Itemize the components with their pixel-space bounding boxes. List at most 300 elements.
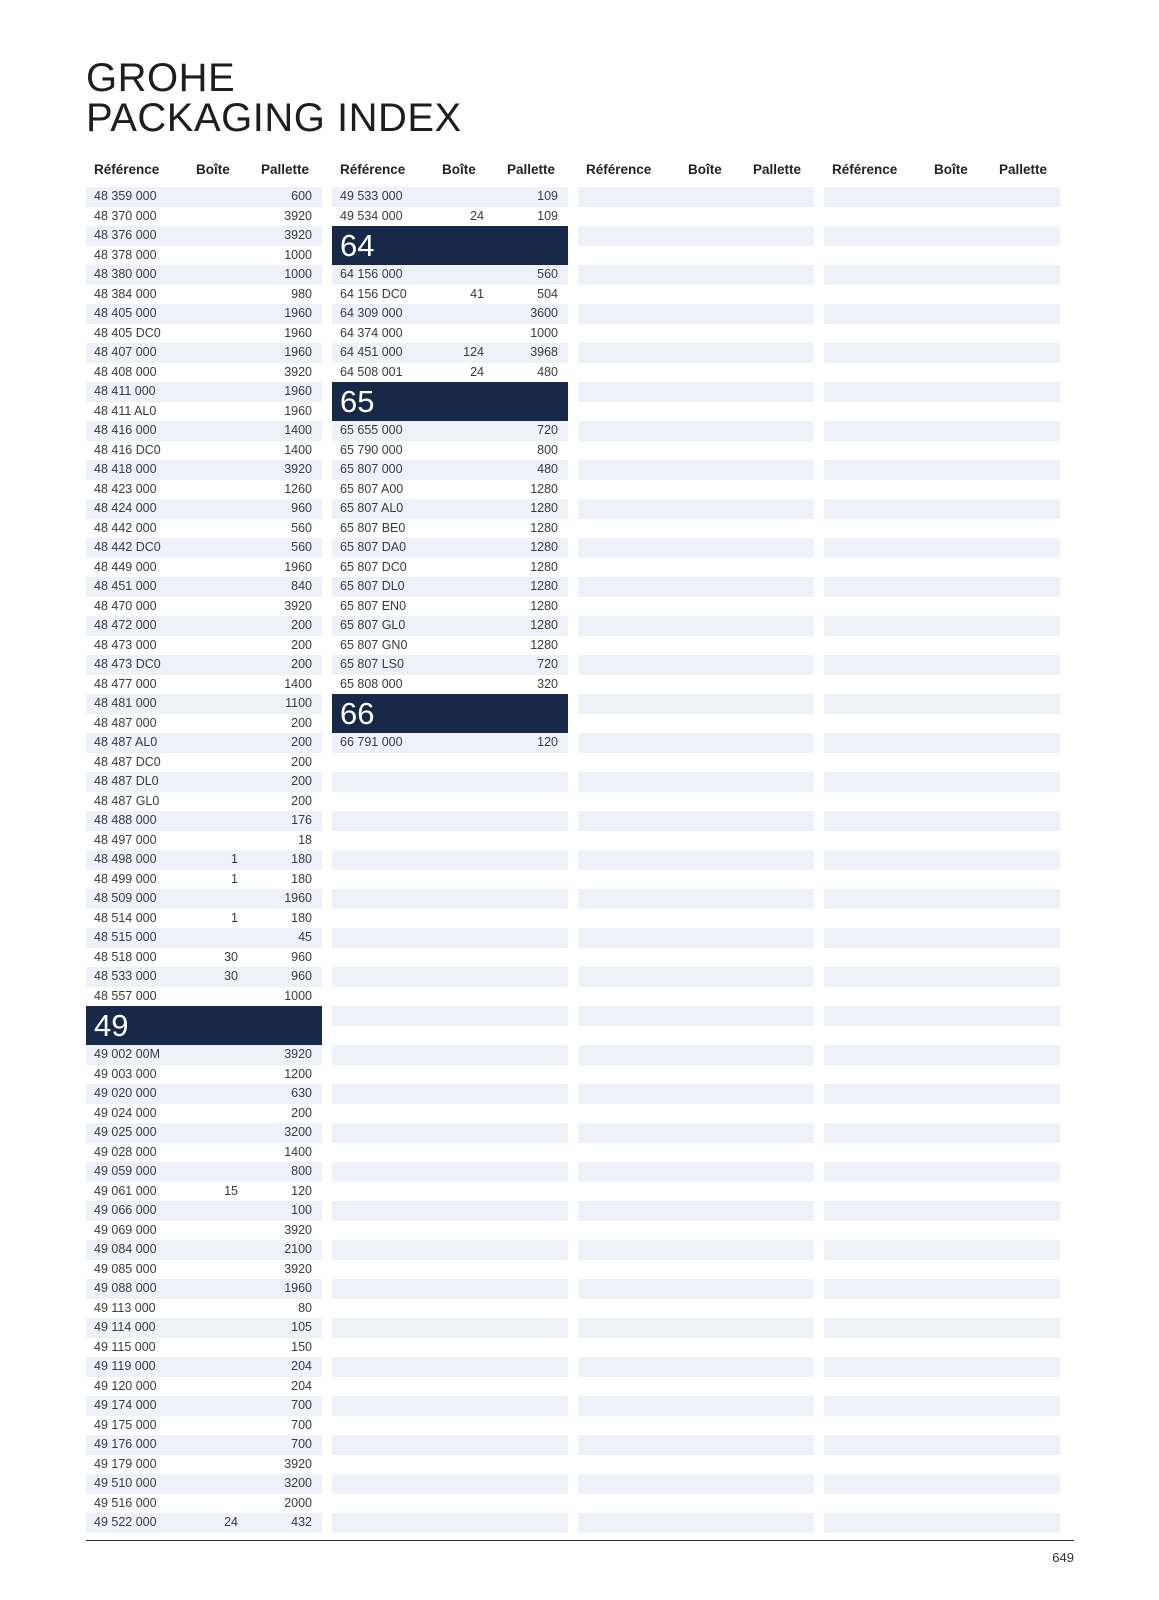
table-row [332,324,568,344]
cell-reference: 48 376 000 [94,228,157,242]
column-header [824,160,1060,181]
cell-pallette: 3920 [284,1261,312,1276]
empty-row [578,928,814,948]
empty-row [578,265,814,285]
empty-row [578,285,814,305]
cell-pallette: 100 [291,1203,312,1217]
cell-reference: 48 411 AL0 [94,403,157,418]
empty-row [578,499,814,519]
cell-pallette: 3200 [284,1125,312,1139]
table-row [332,577,568,597]
cell-pallette: 3920 [284,462,312,476]
table-row [86,304,322,324]
table-row [86,753,322,773]
cell-reference: 49 510 000 [94,1476,157,1490]
empty-row [824,421,1060,441]
column-header [578,160,814,181]
table-row [86,694,322,714]
table-row [86,285,322,305]
cell-reference: 48 487 AL0 [94,735,158,749]
cell-box: 30 [224,969,238,983]
empty-row [332,870,568,890]
cell-reference: 65 790 000 [340,442,403,457]
cell-pallette: 1960 [284,306,312,320]
cell-reference: 49 085 000 [94,1261,157,1276]
cell-reference: 65 807 GN0 [340,637,408,652]
cell-pallette: 320 [537,676,558,691]
cell-pallette: 1200 [284,1066,312,1081]
cell-pallette: 200 [291,754,312,769]
cell-pallette: 180 [291,852,312,866]
table-row [86,226,322,246]
table-row [86,1045,322,1065]
empty-row [824,597,1060,617]
empty-row [578,558,814,578]
table-row [86,1240,322,1260]
empty-row [332,1182,568,1202]
cell-reference: 49 115 000 [94,1339,156,1354]
cell-pallette: 1400 [284,442,312,457]
table-row [86,1201,322,1221]
rows [578,187,814,1552]
cell-reference: 49 069 000 [94,1222,157,1237]
empty-row [332,1026,568,1046]
cell-pallette: 1400 [284,676,312,691]
empty-row [824,1513,1060,1533]
header-pallette: Pallette [753,162,802,177]
table-row [332,441,568,461]
empty-row [578,1084,814,1104]
table-row [86,636,322,656]
table-row [86,480,322,500]
table-row [86,343,322,363]
empty-row [578,441,814,461]
cell-pallette: 3968 [530,345,558,359]
cell-pallette: 560 [291,520,312,535]
empty-row [332,928,568,948]
cell-pallette: 980 [291,286,312,301]
cell-reference: 65 807 DC0 [340,559,407,574]
empty-row [824,1104,1060,1124]
cell-pallette: 700 [291,1417,312,1432]
cell-pallette: 176 [291,813,312,827]
empty-row [332,792,568,812]
cell-pallette: 200 [291,618,312,632]
section-number: 49 [94,1008,129,1043]
empty-row [332,1455,568,1475]
empty-row [824,1182,1060,1202]
cell-pallette: 3920 [284,1222,312,1237]
cell-reference: 65 807 BE0 [340,520,406,535]
empty-row [824,402,1060,422]
table-row [86,1279,322,1299]
table-row [86,421,322,441]
cell-box: 124 [463,345,484,359]
cell-pallette: 200 [291,774,312,788]
empty-row [578,1416,814,1436]
table-row [86,616,322,636]
empty-row [578,1513,814,1533]
table-row [86,733,322,753]
table-row [332,558,568,578]
cell-reference: 49 120 000 [94,1378,157,1393]
cell-reference: 65 807 DL0 [340,579,405,593]
empty-row [578,363,814,383]
cell-reference: 49 175 000 [94,1417,157,1432]
empty-row [578,1338,814,1358]
empty-row [578,987,814,1007]
empty-row [578,850,814,870]
cell-reference: 48 407 000 [94,345,157,359]
table-row [332,636,568,656]
cell-pallette: 1260 [284,481,312,496]
empty-row [332,753,568,773]
cell-reference: 49 534 000 [340,208,403,223]
empty-row [578,948,814,968]
empty-row [824,1260,1060,1280]
cell-reference: 65 807 EN0 [340,598,407,613]
table-row [86,714,322,734]
footer-rule [86,1540,1074,1541]
empty-row [578,577,814,597]
table-row [86,1396,322,1416]
section-number: 65 [340,384,375,419]
empty-row [332,1377,568,1397]
empty-row [332,1084,568,1104]
cell-reference: 49 113 000 [94,1300,156,1315]
cell-reference: 65 807 DA0 [340,540,407,554]
table-row [86,1084,322,1104]
empty-row [578,343,814,363]
empty-row [824,577,1060,597]
cell-reference: 64 451 000 [340,345,403,359]
cell-reference: 48 473 000 [94,637,157,652]
empty-row [332,1299,568,1319]
table-row [86,1494,322,1514]
empty-row [578,382,814,402]
cell-box: 41 [470,286,484,301]
cell-pallette: 105 [291,1320,312,1334]
table-row [86,1123,322,1143]
empty-row [578,246,814,266]
empty-row [578,1026,814,1046]
table-row [86,538,322,558]
column-header [86,160,322,181]
cell-pallette: 3920 [284,208,312,223]
header-box: Boîte [196,162,230,177]
empty-row [578,460,814,480]
empty-row [578,753,814,773]
cell-pallette: 200 [291,793,312,808]
cell-reference: 48 416 DC0 [94,442,161,457]
empty-row [824,441,1060,461]
empty-row [578,207,814,227]
empty-row [578,1221,814,1241]
cell-reference: 48 487 DC0 [94,754,161,769]
cell-pallette: 109 [537,189,558,203]
cell-reference: 49 522 000 [94,1515,157,1529]
table-row [332,597,568,617]
rows [332,187,568,1552]
header-pallette: Pallette [507,162,556,177]
table-row [86,655,322,675]
empty-row [578,694,814,714]
cell-pallette: 480 [537,364,558,379]
cell-reference: 48 487 DL0 [94,774,159,788]
cell-reference: 48 359 000 [94,189,157,203]
cell-pallette: 800 [291,1164,312,1178]
empty-row [824,694,1060,714]
table-row [332,343,568,363]
empty-row [824,1338,1060,1358]
empty-row [332,948,568,968]
table-row [86,928,322,948]
table-row [86,870,322,890]
empty-row [824,870,1060,890]
cell-reference: 48 442 DC0 [94,540,161,554]
section-number: 64 [340,228,375,263]
cell-pallette: 1960 [284,345,312,359]
cell-reference: 49 179 000 [94,1456,157,1471]
table-row [332,187,568,207]
empty-row [332,1513,568,1533]
table-row [86,441,322,461]
cell-reference: 49 066 000 [94,1203,157,1217]
table-row [86,207,322,227]
cell-reference: 48 472 000 [94,618,157,632]
empty-row [332,1221,568,1241]
page-number: 649 [1052,1550,1074,1565]
cell-pallette: 180 [291,871,312,886]
cell-reference: 48 411 000 [94,384,156,398]
cell-reference: 49 020 000 [94,1086,157,1100]
rows [824,187,1060,1552]
cell-reference: 48 499 000 [94,871,157,886]
cell-pallette: 1280 [530,618,558,632]
header-box: Boîte [934,162,968,177]
cell-pallette: 1100 [285,696,312,710]
header-box: Boîte [442,162,476,177]
table-row [332,538,568,558]
cell-pallette: 1960 [284,559,312,574]
empty-row [332,1416,568,1436]
empty-row [332,1045,568,1065]
cell-pallette: 1000 [284,267,312,281]
empty-row [578,1474,814,1494]
cell-reference: 49 028 000 [94,1144,157,1159]
column-header [332,160,568,181]
empty-row [824,499,1060,519]
empty-row [824,1318,1060,1338]
empty-row [824,1084,1060,1104]
table-row [86,967,322,987]
empty-row [332,909,568,929]
table-row [86,1474,322,1494]
table-row [86,772,322,792]
empty-row [578,889,814,909]
empty-row [824,1396,1060,1416]
index-column-1 [86,160,322,1552]
cell-box: 30 [224,949,238,964]
cell-reference: 49 061 000 [94,1183,157,1198]
cell-pallette: 1280 [530,598,558,613]
cell-pallette: 1280 [530,540,558,554]
table-row [332,519,568,539]
cell-pallette: 960 [291,501,312,515]
table-row [332,655,568,675]
empty-row [824,616,1060,636]
empty-row [824,1045,1060,1065]
empty-row [578,421,814,441]
empty-row [824,1221,1060,1241]
cell-reference: 48 470 000 [94,598,157,613]
empty-row [824,1416,1060,1436]
empty-row [578,1494,814,1514]
cell-pallette: 120 [291,1183,312,1198]
header-pallette: Pallette [999,162,1048,177]
empty-row [578,967,814,987]
cell-pallette: 204 [291,1359,312,1373]
empty-row [578,1123,814,1143]
cell-pallette: 3600 [530,306,558,320]
empty-row [824,792,1060,812]
cell-pallette: 700 [291,1398,312,1412]
empty-row [824,733,1060,753]
cell-pallette: 150 [291,1339,312,1354]
cell-reference: 48 533 000 [94,969,157,983]
cell-pallette: 3920 [284,1456,312,1471]
section-header [332,226,568,265]
empty-row [824,1279,1060,1299]
cell-pallette: 432 [291,1515,312,1529]
table-row [86,597,322,617]
empty-row [578,1182,814,1202]
empty-row [332,1338,568,1358]
cell-reference: 65 808 000 [340,676,403,691]
cell-reference: 48 451 000 [94,579,157,593]
empty-row [824,889,1060,909]
cell-box: 24 [470,364,484,379]
cell-reference: 49 516 000 [94,1495,157,1510]
table-row [86,382,322,402]
empty-row [578,1533,814,1553]
cell-pallette: 3920 [284,598,312,613]
cell-reference: 48 418 000 [94,462,157,476]
empty-row [824,343,1060,363]
table-row [86,402,322,422]
empty-row [824,850,1060,870]
table-row [86,1435,322,1455]
empty-row [578,324,814,344]
table-row [86,1318,322,1338]
table-row [86,1338,322,1358]
empty-row [332,1143,568,1163]
empty-row [578,1299,814,1319]
cell-reference: 48 449 000 [94,559,157,574]
empty-row [824,187,1060,207]
cell-pallette: 560 [537,267,558,281]
cell-pallette: 200 [291,657,312,671]
empty-row [578,1377,814,1397]
table-row [86,1162,322,1182]
cell-reference: 48 498 000 [94,852,157,866]
empty-row [578,1045,814,1065]
table-row [86,948,322,968]
empty-row [824,1143,1060,1163]
cell-pallette: 560 [291,540,312,554]
empty-row [824,987,1060,1007]
empty-row [332,1006,568,1026]
table-row [86,831,322,851]
cell-pallette: 800 [537,442,558,457]
empty-row [824,1123,1060,1143]
empty-row [824,1455,1060,1475]
cell-pallette: 1960 [284,1281,312,1295]
cell-pallette: 204 [291,1378,312,1393]
table-row [332,304,568,324]
cell-reference: 48 487 000 [94,715,157,730]
cell-reference: 49 174 000 [94,1398,157,1412]
empty-row [578,870,814,890]
table-row [332,675,568,695]
table-row [86,1377,322,1397]
index-column-4 [824,160,1060,1552]
cell-pallette: 1000 [530,325,558,340]
cell-pallette: 480 [537,462,558,476]
cell-pallette: 200 [291,637,312,652]
cell-reference: 49 002 00M [94,1047,161,1061]
empty-row [824,1162,1060,1182]
table-row [86,1221,322,1241]
header-reference: Référence [586,162,652,177]
table-row [86,577,322,597]
empty-row [824,363,1060,383]
table-row [86,363,322,383]
table-row [86,1143,322,1163]
empty-row [824,909,1060,929]
cell-pallette: 1960 [284,325,312,340]
empty-row [578,1357,814,1377]
cell-reference: 49 025 000 [94,1125,157,1139]
table-row [332,363,568,383]
table-row [86,246,322,266]
empty-row [578,304,814,324]
cell-box: 24 [470,208,484,223]
table-row [332,616,568,636]
cell-pallette: 1400 [284,1144,312,1159]
table-row [86,324,322,344]
table-row [86,889,322,909]
index-column-2 [332,160,568,1552]
cell-reference: 48 384 000 [94,286,157,301]
empty-row [824,948,1060,968]
table-row [332,421,568,441]
empty-row [824,655,1060,675]
cell-box: 24 [224,1515,238,1529]
header-reference: Référence [832,162,898,177]
empty-row [332,1474,568,1494]
cell-reference: 65 807 000 [340,462,403,476]
empty-row [578,616,814,636]
empty-row [578,1240,814,1260]
empty-row [332,1201,568,1221]
cell-pallette: 504 [537,286,558,301]
cell-reference: 49 114 000 [94,1320,156,1334]
cell-reference: 48 481 000 [94,696,157,710]
cell-pallette: 180 [291,910,312,925]
empty-row [578,1318,814,1338]
empty-row [578,597,814,617]
